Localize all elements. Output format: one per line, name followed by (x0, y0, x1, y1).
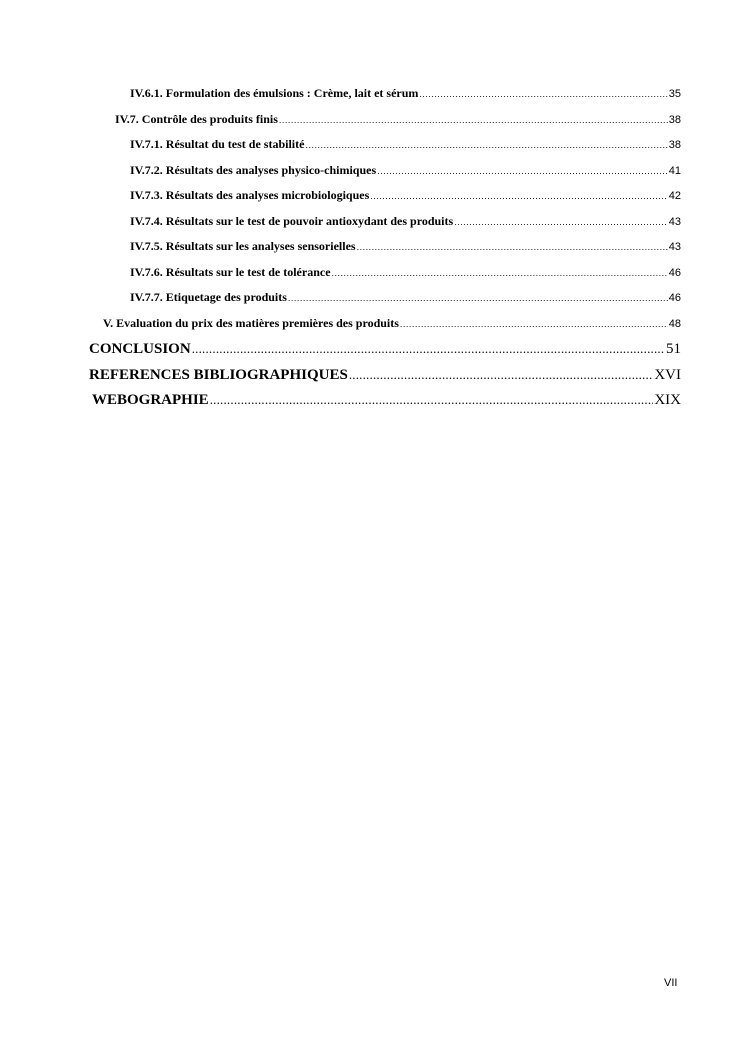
toc-entry-page: 48 (668, 317, 681, 330)
toc-entry-page: 51 (666, 341, 681, 357)
toc-entry[interactable] (0, 341, 681, 367)
toc-entry-page: 43 (668, 241, 681, 253)
toc-entry-title: IV.6.1. Formulation des émulsions : Crème, lait et sérum (130, 86, 419, 100)
toc-dot-leader (454, 217, 668, 227)
toc-entry[interactable] (0, 112, 681, 138)
toc-entry-page: 38 (668, 139, 681, 151)
toc-dot-leader (400, 319, 668, 329)
toc-entry-title: IV.7.6. Résultats sur le test de tolérance (130, 264, 331, 279)
toc-entry-title: WEBOGRAPHIE (92, 392, 209, 408)
toc-entry-title: IV.7.3. Résultats des analyses microbiologiques (130, 188, 370, 202)
toc-entry-page: 43 (668, 215, 681, 228)
toc-entry[interactable] (0, 290, 681, 316)
toc-dot-leader (192, 341, 665, 357)
toc-entry-title: IV.7.4. Résultats sur le test de pouvoir antioxydant des produits (130, 213, 454, 228)
toc-dot-leader (349, 367, 654, 383)
toc-entry-page: 46 (668, 266, 681, 279)
toc-dot-leader (305, 140, 667, 150)
toc-entry-page: XVI (654, 366, 681, 383)
toc-dot-leader (332, 268, 668, 278)
toc-entry-title: V. Evaluation du prix des matières premières des produits (103, 315, 399, 330)
toc-dot-leader (377, 166, 668, 176)
toc-dot-leader (279, 115, 668, 125)
toc-entry[interactable] (0, 214, 681, 240)
toc-dot-leader (210, 392, 654, 408)
toc-entry[interactable] (0, 367, 681, 393)
toc-entry-title: CONCLUSION (89, 341, 191, 357)
table-of-contents (0, 86, 745, 418)
toc-entry[interactable] (0, 137, 681, 163)
toc-entry-page: XIX (654, 392, 681, 408)
toc-entry[interactable] (0, 392, 681, 418)
toc-entry-title: IV.7.1. Résultat du test de stabilité (130, 137, 305, 151)
toc-entry-page: 46 (668, 292, 681, 304)
toc-entry-page: 35 (668, 88, 681, 100)
page-number: VII (664, 977, 678, 989)
toc-entry-title: IV.7.7. Etiquetage des produits (130, 290, 287, 304)
toc-dot-leader (357, 242, 668, 252)
toc-entry[interactable] (0, 86, 681, 112)
toc-dot-leader (370, 191, 668, 201)
toc-entry-title: IV.7.2. Résultats des analyses physico-chimiques (130, 162, 377, 177)
toc-entry-title: REFERENCES BIBLIOGRAPHIQUES (89, 366, 348, 383)
toc-dot-leader (288, 293, 668, 303)
toc-entry[interactable] (0, 163, 681, 189)
toc-entry-title: IV.7.5. Résultats sur les analyses sensorielles (130, 239, 356, 253)
toc-entry[interactable] (0, 265, 681, 291)
toc-dot-leader (419, 89, 667, 99)
toc-entry[interactable] (0, 239, 681, 265)
toc-entry-title: IV.7. Contrôle des produits finis (115, 111, 278, 126)
toc-entry[interactable] (0, 188, 681, 214)
toc-entry-page: 42 (668, 190, 681, 202)
toc-entry-page: 38 (668, 113, 681, 126)
toc-entry[interactable] (0, 316, 681, 342)
toc-entry-page: 41 (668, 164, 681, 177)
